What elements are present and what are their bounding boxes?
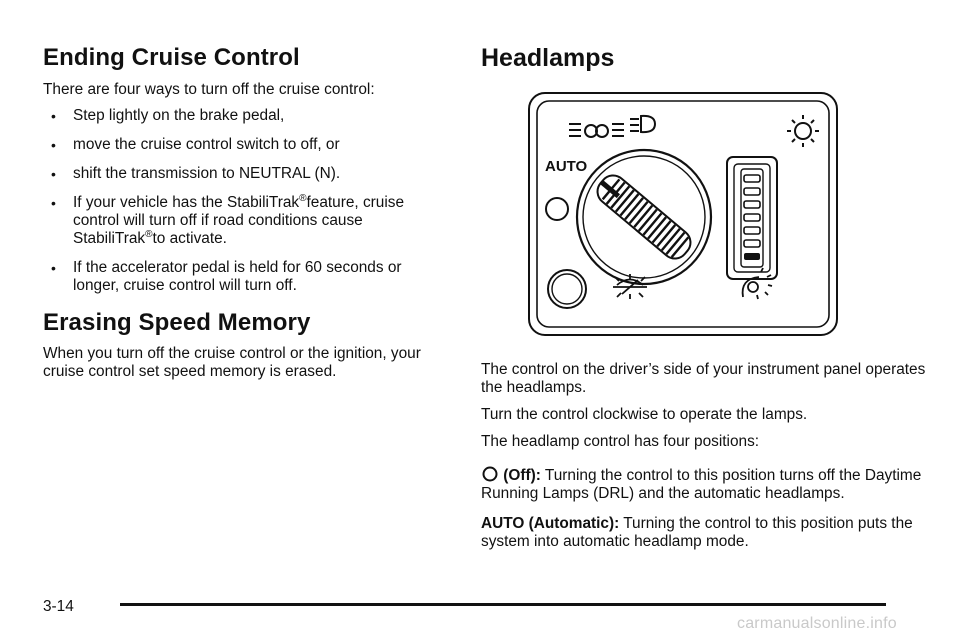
dimmer-thumbwheel[interactable] <box>727 157 777 279</box>
heading-headlamps: Headlamps <box>481 44 615 72</box>
off-circle-icon <box>481 465 499 483</box>
bullet-icon: • <box>51 137 56 153</box>
list-item: • Step lightly on the brake pedal, <box>51 107 285 124</box>
off-position-circle <box>546 198 568 220</box>
headlamp-knob[interactable] <box>577 150 711 284</box>
page-number: 3-14 <box>43 598 74 615</box>
headlamp-para-1: The control on the driver’s side of your instrument panel operates the headlamps. <box>481 361 926 396</box>
fog-lamp-button[interactable] <box>548 270 586 308</box>
registered-mark: ® <box>299 193 307 204</box>
off-position-text: (Off): Turning the control to this position turns off the Daytime Running Lamps (DRL) and the automatic headlamps. <box>481 467 922 502</box>
bullet-icon: • <box>51 195 56 211</box>
right-column <box>481 44 926 551</box>
heading-ending-cruise-control: Ending Cruise Control <box>43 44 300 71</box>
registered-mark: ® <box>145 229 153 240</box>
bullet-icon: • <box>51 260 56 276</box>
headlamp-control-figure <box>527 91 839 337</box>
left-column <box>43 44 443 381</box>
list-item: • move the cruise control switch to off, or <box>51 136 340 153</box>
list-item: • If the accelerator pedal is held for 60 seconds or longer, cruise control will turn off. <box>51 259 402 294</box>
headlamp-para-3: The headlamp control has four positions: <box>481 433 760 450</box>
bullet-icon: • <box>51 108 56 124</box>
auto-label: AUTO <box>545 158 588 175</box>
watermark: carmanualsonline.info <box>737 615 897 632</box>
erasing-text: When you turn off the cruise control or the ignition, your cruise control set speed memory is erased. <box>43 345 421 380</box>
bullet-icon: • <box>51 166 56 182</box>
list-item: • If your vehicle has the StabiliTrak®feature, cruise control will turn off if road conditions cause StabiliTrak®to activate. <box>51 193 405 247</box>
list-item: • shift the transmission to NEUTRAL (N). <box>51 165 341 182</box>
footer-rule <box>120 603 886 606</box>
intro-text: There are four ways to turn off the cruise control: <box>43 81 375 98</box>
headlamp-para-2: Turn the control clockwise to operate the lamps. <box>481 406 808 423</box>
auto-position-text: AUTO (Automatic): Turning the control to this position puts the system into automatic headlamp mode. <box>481 515 913 550</box>
heading-erasing-speed-memory: Erasing Speed Memory <box>43 309 311 336</box>
cruise-off-list <box>43 107 443 295</box>
